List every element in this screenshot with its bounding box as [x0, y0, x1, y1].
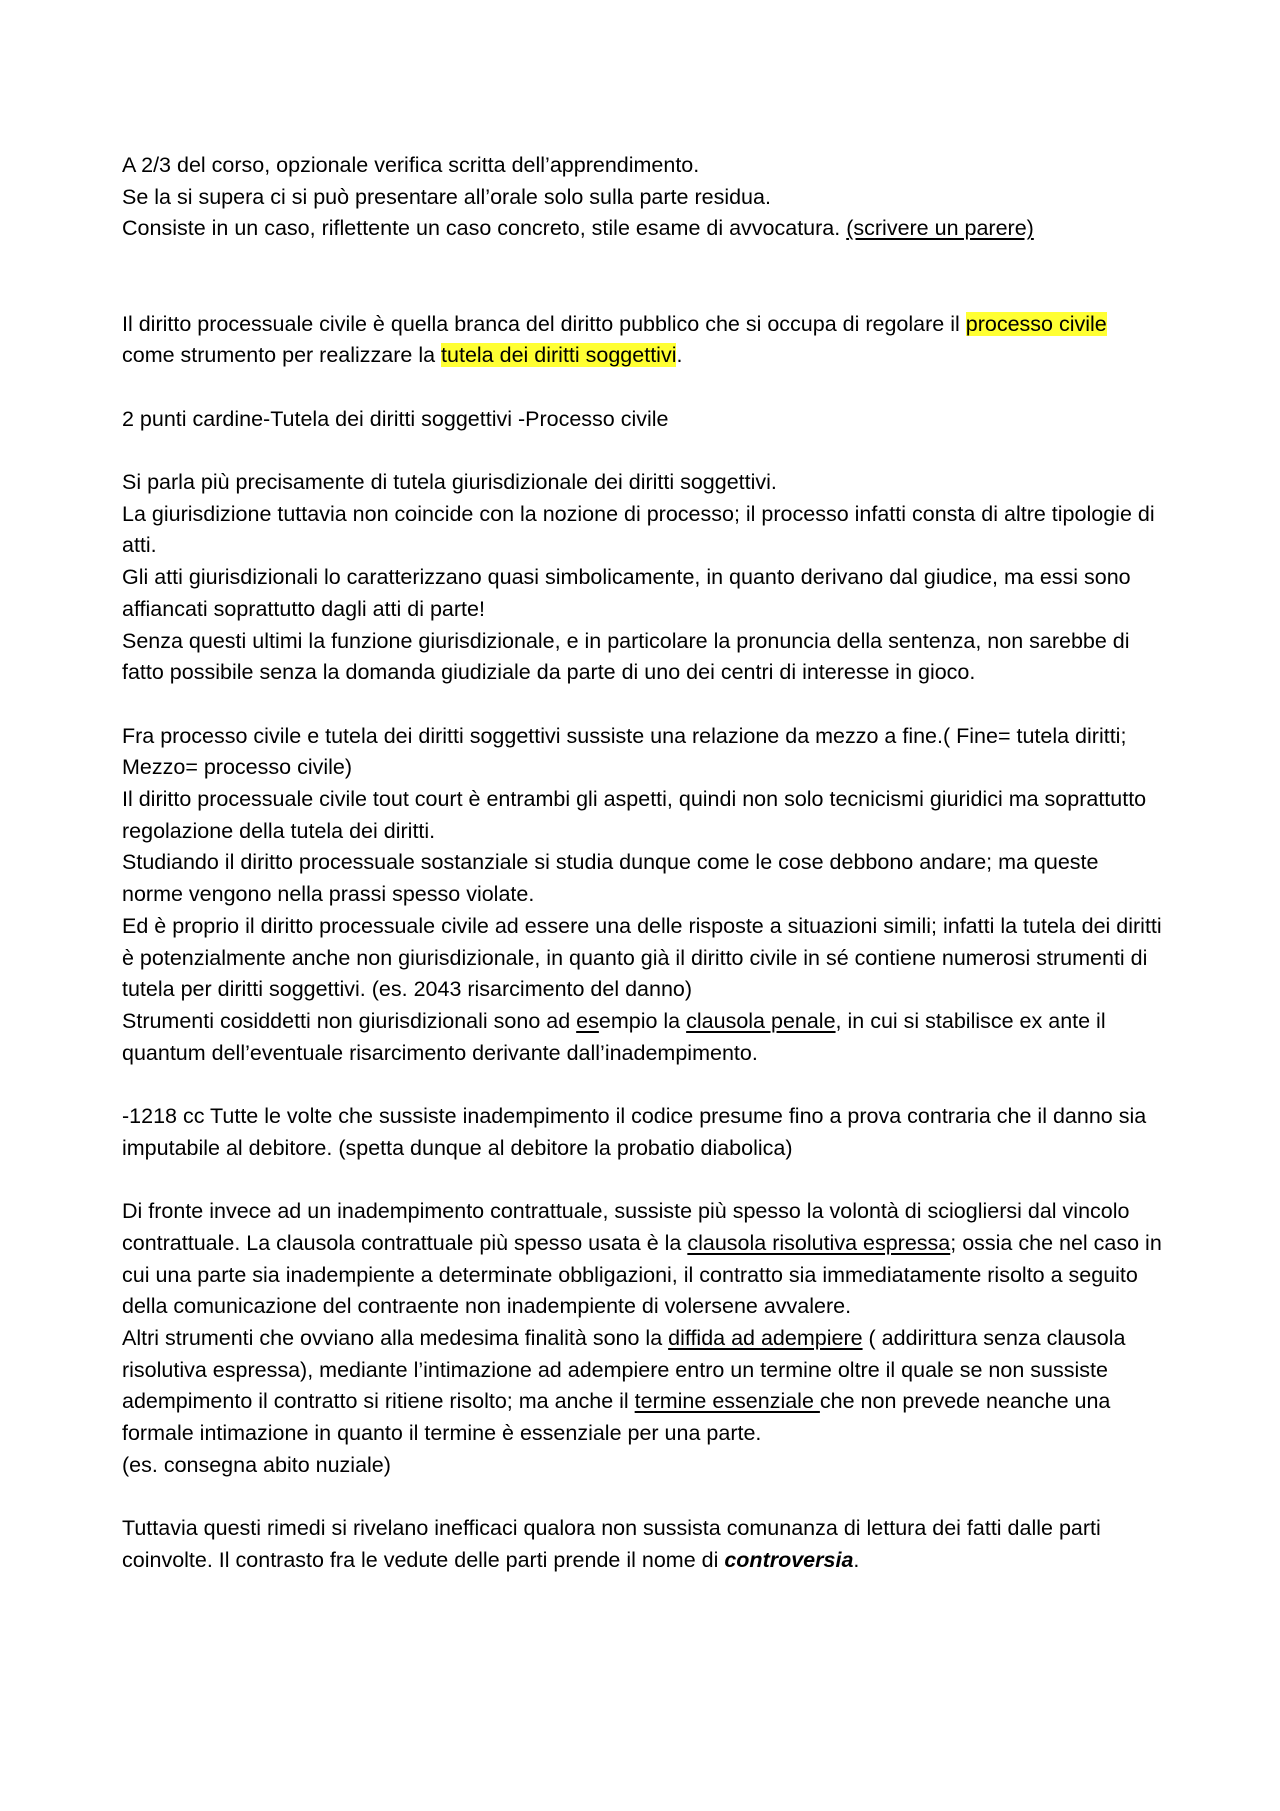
- text-line: Ed è proprio il diritto processuale civile ad essere una delle risposte a situazioni simili; infatti la tutela dei diritti è potenzialmente anche non giurisdizionale, in quanto già il diritto civile in sé contiene numerosi strumenti di tutela per diritti soggettivi. (es. 2043 risarcimento del danno): [122, 913, 1162, 1002]
- paragraph-jurisdiction: [122, 467, 1162, 689]
- text-span: .: [676, 343, 683, 368]
- text-span: Strumenti cosiddetti non giurisdizionali sono ad: [122, 1008, 577, 1033]
- text-span: che non prevede neanche una formale intimazione in quanto il termine è essenziale per una parte.: [122, 1389, 1111, 1446]
- text-line: Se la si supera ci si può presentare all’orale solo sulla parte residua.: [122, 184, 771, 209]
- text-line: Si parla più precisamente di tutela giurisdizionale dei diritti soggettivi.: [122, 469, 777, 494]
- text-span: Consiste in un caso, riflettente un caso concreto, stile esame di avvocatura.: [122, 216, 847, 241]
- text-line: [122, 1196, 1162, 1323]
- highlighted-text: tutela dei diritti soggettivi: [441, 343, 677, 368]
- text-span: Tuttavia questi rimedi si rivelano inefficaci qualora non sussista comunanza di lettura dei fatti dalle parti coinvolte. Il contrasto fra le vedute delle parti prende il nome di: [122, 1516, 1101, 1572]
- text-line: Studiando il diritto processuale sostanziale si studia dunque come le cose debbono andare; ma queste norme vengono nella prassi spesso violate.: [122, 850, 1099, 907]
- text-span: come strumento per realizzare la: [122, 343, 442, 368]
- text-line: [122, 1323, 1162, 1450]
- text-span: .: [853, 1547, 860, 1572]
- text-line: [122, 1006, 1162, 1069]
- text-span: , in cui si stabilisce ex ante il quantum dell’eventuale risarcimento derivante dall’inadempimento.: [122, 1008, 1106, 1065]
- text-span: ; ossia che nel caso in cui una parte sia inadempiente a determinate obbligazioni, il contratto sia immediatamente risolto a seguito della comunicazione del contraente non inadempiente di volersene avvalere.: [122, 1230, 1162, 1319]
- text-line: A 2/3 del corso, opzionale verifica scritta dell’apprendimento.: [122, 153, 700, 177]
- underlined-text: clausola penale: [686, 1008, 836, 1033]
- text-line: Gli atti giurisdizionali lo caratterizzano quasi simbolicamente, in quanto derivano dal giudice, ma essi sono affiancati soprattutto dagli atti di parte!: [122, 565, 1131, 621]
- paragraph-contract-remedies: [122, 1196, 1162, 1481]
- highlighted-text: processo civile: [965, 311, 1107, 336]
- bold-italic-term: controversia: [724, 1547, 854, 1572]
- paragraph-exam-info: [122, 150, 1162, 245]
- paragraph-article-1218: -1218 cc Tutte le volte che sussiste inadempimento il codice presume fino a prova contraria che il danno sia imputabile al debitore. (spetta dunque al debitore la probatio diabolica): [122, 1104, 1147, 1160]
- text-line: [122, 213, 1162, 245]
- underlined-text: clausola risolutiva espressa: [687, 1230, 951, 1255]
- paragraph-controversy: [122, 1513, 1162, 1576]
- text-span: Altri strumenti che ovviano alla medesima finalità sono la: [122, 1325, 669, 1350]
- underlined-text: diffida ad adempiere: [668, 1325, 863, 1350]
- text-line: Il diritto processuale civile tout court è entrambi gli aspetti, quindi non solo tecnicismi giuridici ma soprattutto regolazione della tutela dei diritti.: [122, 787, 1147, 843]
- underlined-text: (scrivere un parere): [846, 216, 1034, 241]
- paragraph-means-end: [122, 721, 1162, 1070]
- paragraph-definition: [122, 309, 1162, 372]
- text-line: Fra processo civile e tutela dei diritti soggettivi sussiste una relazione da mezzo a fine.( Fine= tutela diritti; Mezzo= processo civile): [122, 723, 1127, 780]
- underlined-text: termine essenziale: [634, 1389, 820, 1414]
- paragraph-key-points: 2 punti cardine-Tutela dei diritti soggettivi -Processo civile: [122, 406, 669, 431]
- text-line: Senza questi ultimi la funzione giurisdizionale, e in particolare la pronuncia della sentenza, non sarebbe di fatto possibile senza la domanda giudiziale da parte di uno dei centri di interesse in gioco.: [122, 628, 1130, 685]
- text-span: empio la: [598, 1008, 687, 1033]
- underlined-text: es: [576, 1008, 599, 1033]
- text-span: ( addirittura senza clausola risolutiva espressa), mediante l’intimazione ad adempiere entro un termine oltre il quale se non sussiste adempimento il contratto si ritiene risolto; ma anche il: [122, 1325, 1126, 1414]
- text-line: (es. consegna abito nuziale): [122, 1452, 391, 1477]
- text-span: Di fronte invece ad un inadempimento contrattuale, sussiste più spesso la volontà di sciogliersi dal vincolo contrattuale. La clausola contrattuale più spesso usata è la: [122, 1199, 1130, 1255]
- document-page: [122, 150, 1162, 1577]
- text-line: La giurisdizione tuttavia non coincide con la nozione di processo; il processo infatti consta di altre tipologie di atti.: [122, 501, 1155, 558]
- text-span: Il diritto processuale civile è quella branca del diritto pubblico che si occupa di regolare il: [122, 311, 966, 336]
